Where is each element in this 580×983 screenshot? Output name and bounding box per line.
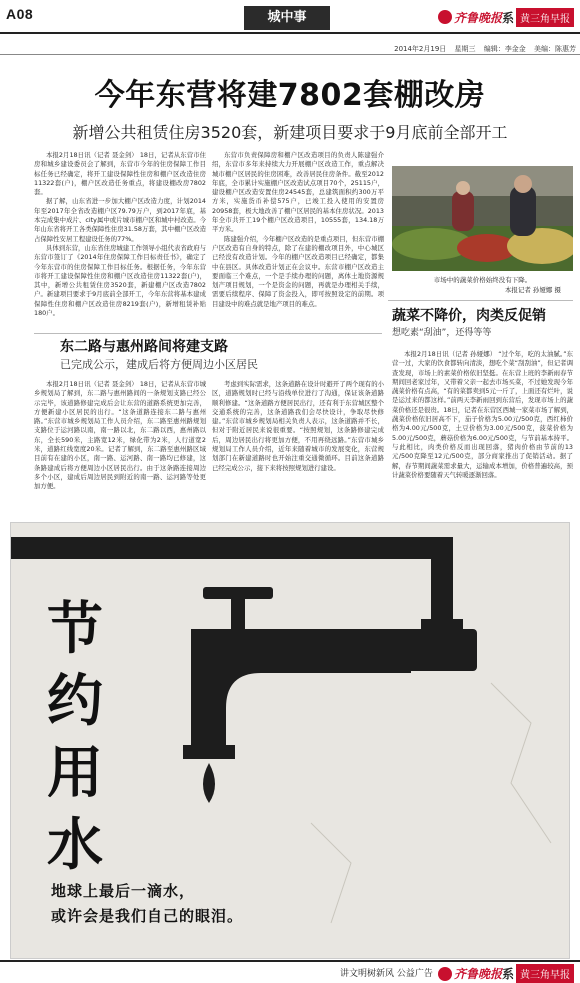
section-title: 城中事 [244, 6, 330, 30]
photo-caption-text: 市场中的蔬菜价格始终没有下降。 [433, 276, 532, 284]
second-article-title: 东二路与惠州路间将建支路 [60, 339, 228, 355]
main-article-para4: 东营市负责保障房和棚户区改造项目的负责人陈建强介绍，东营市多年来持续大力开展棚户区改造工作，重点解决城市棚户区居民的住房困难，改善居民住房条件。截至2012年底，全市累计实施棚户区改造试点项目70个，25115户，建设棚户区改造安置住房24545套，总建筑面积约300万平方米，实施货币补偿575户，已竣工投入使用的安置房20958套，极大地改善了棚户区居民的基本住房状况。2013年全市共开工19个棚户区改造项目，10555套，134.18万平方米。 [212, 151, 384, 234]
main-article-para1: 本报2月18日讯（记者 聂金剑） 18日，记者从东营市住房和城乡建设委员会了解到，东营市今年的住房保障工作目标任务已经确定，将开工建设保障性住房和棚户区改造住房11322套(户)，棚户区改造任务重点，将建设棚改房7802套。 [34, 151, 206, 197]
footer-logo [438, 964, 574, 983]
side-article-body [392, 350, 573, 508]
main-article-para5: 陈建强介绍，今年棚户区改造的是重点项目，但东营市棚户区改造有自身的特点，除了在建的棚改项目外，中心城区已经没有改造计划。今年的棚户区改造项目已经确定，都集中在县区。具体改造计划正在会议中。东营市棚户区改造主要面临三个难点，一个是手续办理的问题，离体土地资源规划产项目规划，一个是资金的问题，再就是办理相关手续，需要后续程序、保障了资金投入，即可按照设定的前期。项目建设中的难点就是地产项目的难点。 [212, 234, 384, 308]
footer-logo-icon [438, 967, 452, 981]
editor-credit: 编辑：李金金 [483, 45, 526, 53]
main-headline: 今年东营将建7802套棚改房 [94, 78, 486, 113]
public-service-ad [10, 522, 570, 959]
side-article-title: 蔬菜不降价，肉类反促销 [392, 308, 546, 324]
side-article-subtitle: 想吃素“刮油”，还得等等 [392, 328, 492, 338]
second-article-para1: 本报2月18日讯（记者 聂金剑） 18日，记者从东营市城乡规划局了解到，东二路与惠州路间的一条规划支路已经公示完毕，该道路修建完成后会让东营的道路系统更加完善，方便新建小区居民的出行。“这条道路连接东二路与惠州路。”东营市城乡规划局工作人员介绍，东二路至惠州路规划支路位于运河路以南，南一路以北，东二路以西，惠州路以东，全长590米，主路宽12米，绿化带为2米，人行道宽2米，道路红线宽度20米。记者了解到，东二路至惠州路区域目前有在建的小区，南一路、运河路、南一路均已修建，这条路建成后将方便周边小区居民出行。由于这条路连接周边多个小区，建成后周边居民到附近的南一路、运河路等处更加方便。 [34, 380, 206, 491]
logo-icon [438, 10, 452, 24]
dateline-rule [0, 54, 580, 55]
brand-name: 齐鲁晚报 [453, 10, 502, 25]
photo-caption [392, 275, 573, 295]
vegetable-market-photo [392, 166, 573, 271]
header-rule [0, 32, 580, 34]
ad-slogan [51, 879, 351, 929]
ad-slogan-line1: 地球上最后一滴水， [51, 882, 196, 900]
ad-vertical-slogan: 节约用水 [47, 596, 103, 878]
second-article-rule [34, 333, 382, 334]
second-article-col2 [212, 380, 384, 510]
main-subheadline: 新增公共租赁住房3520套，新建项目要求于9月底前全部开工 [72, 123, 508, 142]
weekday-text: 星期三 [454, 45, 476, 53]
main-article-col2 [212, 151, 384, 331]
masthead-logo [438, 6, 574, 28]
designer-credit: 美编：陈惠芳 [534, 45, 576, 53]
second-article-subtitle: 已完成公示，建成后将方便周边小区居民 [60, 358, 258, 371]
footer-brand-name: 齐鲁晚报 [453, 967, 502, 981]
page-footer [0, 962, 580, 983]
page-header [0, 0, 580, 34]
main-article-col1 [34, 151, 206, 331]
side-article-text: 本报2月18日讯（记者 孙娅娜） “过个年，吃的太油腻。”东营一过，大家的饮食都转向清淡，想吃个菜“刮刮油”，但记者调查发现，市场上的素菜价格依旧坚挺。在东营上班的李新雨春节期间回老家过年，又带着父亲一起去市场买菜，不过她发现今年蔬菜价格有点高，“有的菜都卖到5元一斤了，上面还有烂叶，说是运过来的都这样。”前两天李新雨回到东营后，发现市场上的蔬菜价格还是很贵。18日，记者在东营区西城一家菜市场了解到，蔬菜价格依旧居高不下，茄子价格为5.00元/500克，西红柿价格为4.00元/500克，土豆价格为3.00元/500克，菠菜价格为5.00元/500克，蘑菇价格为6.00元/500克，与节前基本持平。与此相比，肉类价格反而出现回落，猪肉价格由节前的13元/500克降至12元/500克，部分商家推出了促销活动。据了解，春节期间蔬菜需求量大，运输成本增加，价格普遍较高，预计蔬菜价格要随着天气转暖逐渐回落。 [392, 350, 573, 479]
footer-motto: 讲文明树新风 公益广告 [340, 969, 433, 979]
side-divider [388, 300, 573, 301]
brand-suffix: 系 [501, 10, 514, 25]
page-number: A08 [6, 6, 34, 22]
main-article-para2: 据了解，山东省进一步加大棚户区改造力度，计划2014年至2017年全省改造棚户区79.79万户，到2017年底，基本完成集中成片、city属中或片城市棚户区和城中村改造。今年山东省将开工各类保障性住房31.58万套，其中棚户区改造占保障性安居工程建设任务的77%。 [34, 197, 206, 243]
brand-tag: 黄三角早报 [516, 8, 574, 27]
market-photo-illustration [392, 166, 573, 271]
main-article-para3: 具体到东营，山东省住房城建工作领导小组代表省政府与东营市签订了《2014年住房保障工作目标责任书》，确定了今年东营市的住房保障工作目标任务。根据任务，今年东营市将开工建设保障性住房和棚户区改造住房11322套(户)，其中，新增公共租赁住房3520套，新建棚户区改造7802户。新建项目要求于9月底前全部开工，今年东营将基本建成保障性住房和棚户区改造住房8219套(户)，新增租赁补贴180户。 [34, 243, 206, 318]
water-drop-icon [203, 763, 215, 803]
ad-slogan-line2: 或许会是我们自己的眼泪。 [51, 907, 244, 925]
second-article-para2: 考虑到实际需求，这条道路在设计时避开了两个现有的小区，道路规划时已经与沿线单位进行了沟通，保证该条道路顺利修建。“这条道路方便居民出行，还有利于东营城区整个交通系统的完善，这条道路我们会尽快设计，争取尽快修建。”东营市城乡规划局相关负责人表示，这条道路并不长，但对于附近居民来说很重要。“按照规划，这条路修建完成后，周边居民出行将更加方便，不用再绕远路。”东营市城乡规划局工作人员介绍，近年来随着城市的发展变化，东营规划部门在新建道路时也开始注重交通微循环。目前这条道路已经完成公示，接下来将按照规划进行建设。 [212, 380, 384, 472]
footer-brand-tag: 黄三角早报 [516, 964, 574, 983]
photo-credit: 本报记者 孙娅娜 摄 [504, 286, 561, 294]
second-article-col1 [34, 380, 206, 510]
footer-brand-suffix: 系 [501, 967, 514, 981]
date-text: 2014年2月19日 [394, 45, 447, 53]
dateline [0, 44, 576, 54]
